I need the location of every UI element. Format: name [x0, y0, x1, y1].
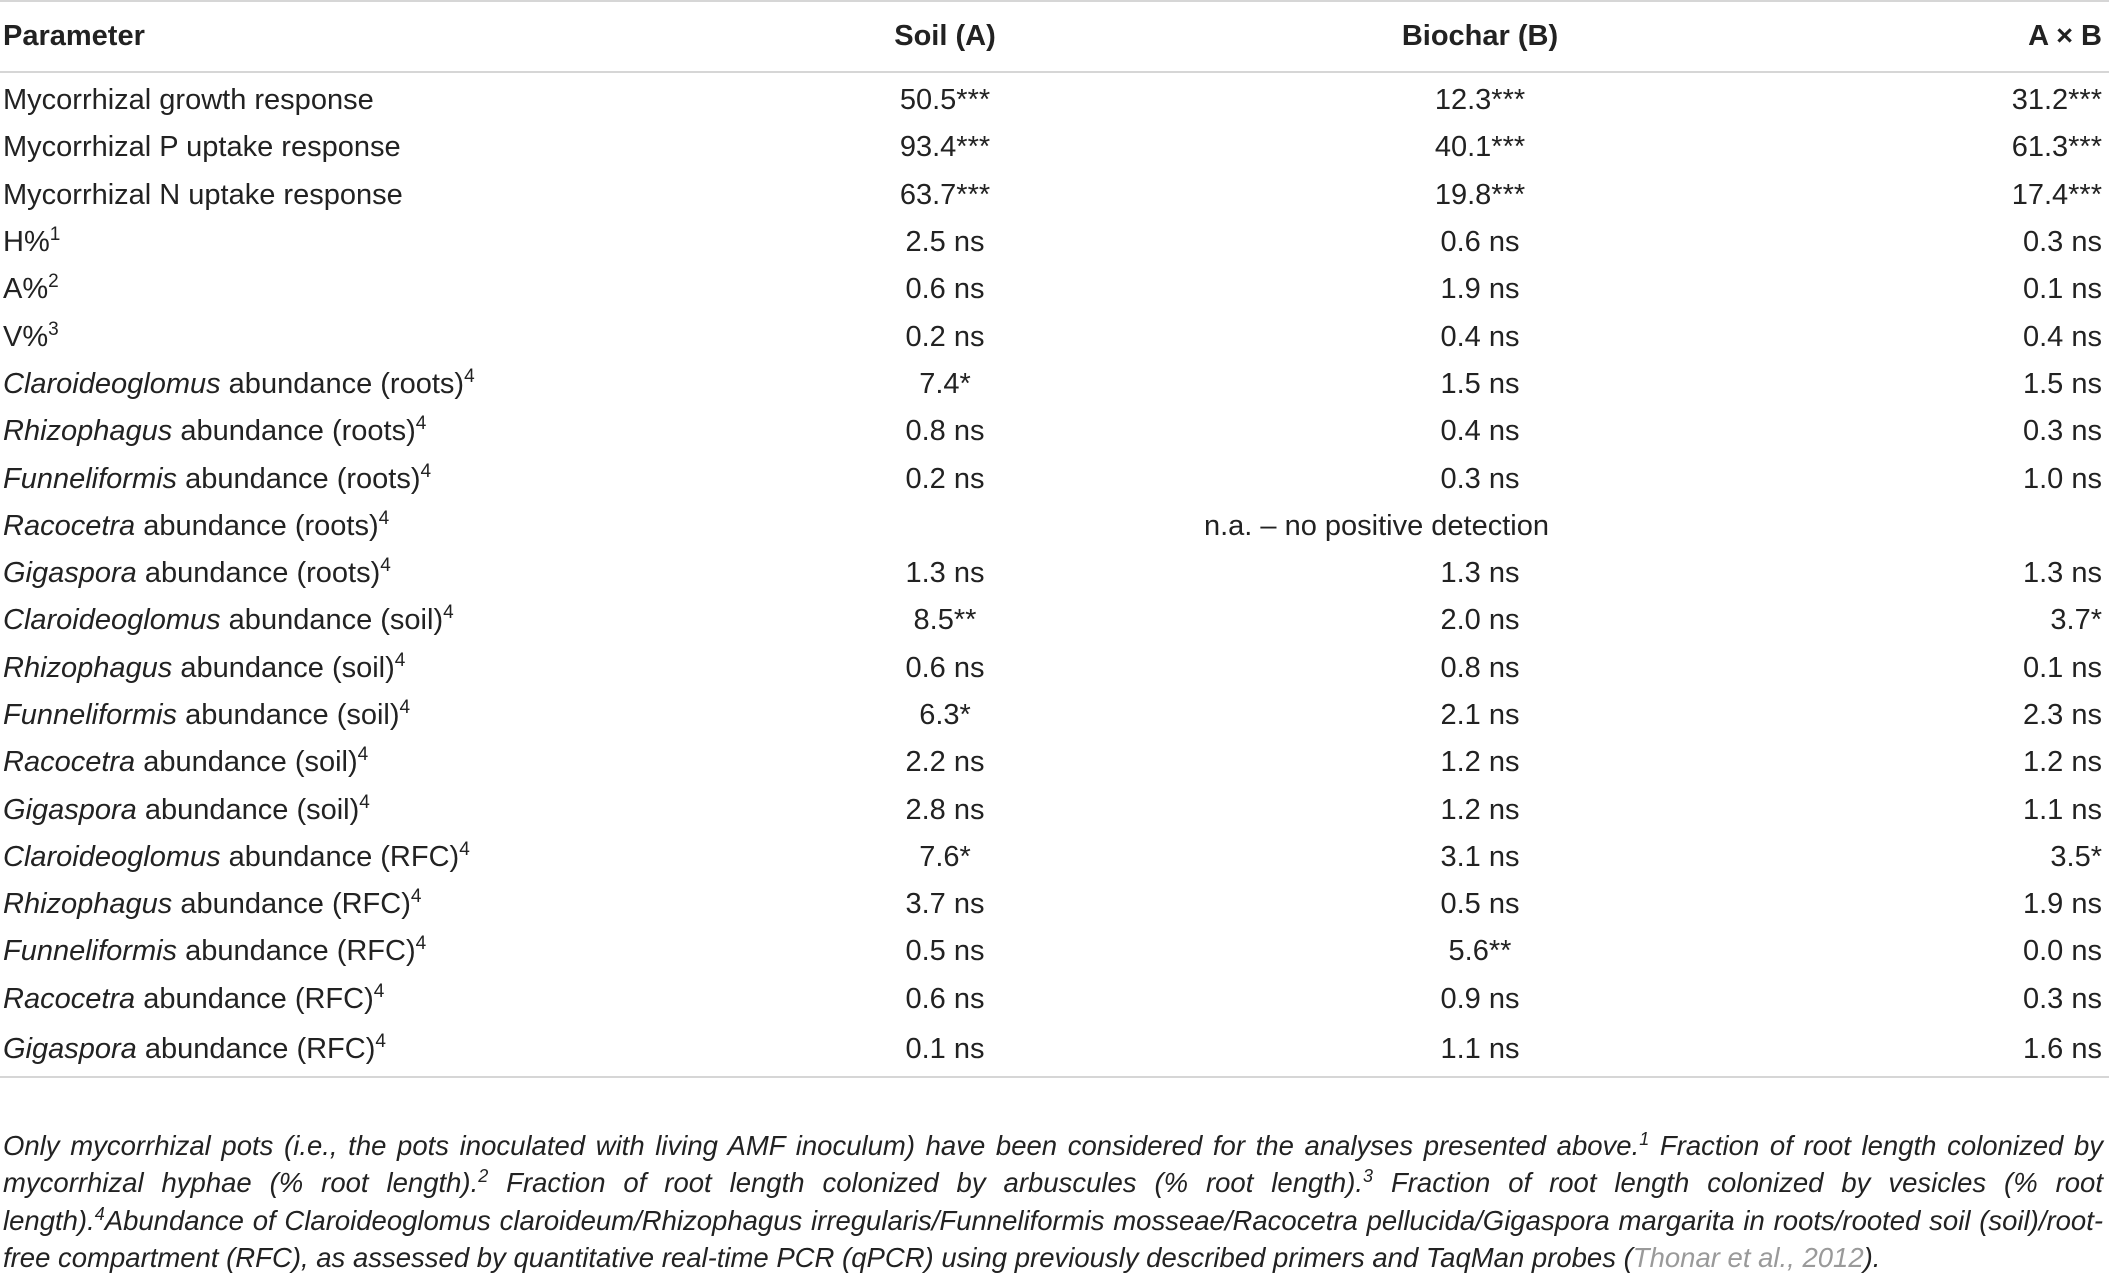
- table-row: [0, 219, 2109, 266]
- soil-value-cell: 0.6 ns: [905, 273, 985, 306]
- parameter-label: Mycorrhizal P uptake response: [3, 131, 401, 164]
- table-row: [0, 124, 2109, 171]
- soil-value-cell: 6.3*: [919, 699, 971, 731]
- footnote-text: Abundance of Claroideoglomus claroideum/Rhizophagus irregularis/Funneliformis mosseae/Racocetra pellucida/Gigaspora margarita in roots/rooted soil (soil)/root-free compartment (RFC), as assessed by quantitative real-time PCR (qPCR) using previously described primers and TaqMan probes (: [3, 1204, 2103, 1273]
- biochar-value-cell: 0.8 ns: [1440, 651, 1520, 684]
- taxon-name: Racocetra: [3, 746, 136, 779]
- footnote-marker: 4: [410, 886, 422, 908]
- table-row: [0, 597, 2109, 644]
- footnote-text: Fraction of root length colonized by mycorrhizal hyphae (% root length).: [3, 1129, 2103, 1198]
- header-soil: Soil (A): [760, 1, 1130, 72]
- soil-value-cell: 7.6*: [919, 840, 971, 873]
- table-row: [0, 881, 2109, 928]
- parameter-label: abundance (soil): [220, 604, 444, 637]
- taxon-name: Gigaspora: [3, 793, 137, 826]
- soil-value-cell: 0.6 ns: [905, 982, 985, 1015]
- interaction-value-cell: 17.4***: [2011, 178, 2102, 211]
- table-row: [0, 834, 2109, 881]
- parameter-label: abundance (roots): [177, 462, 421, 495]
- parameter-label: Mycorrhizal N uptake response: [3, 178, 403, 211]
- parameter-label: V%: [3, 320, 49, 353]
- interaction-value-cell: 0.0 ns: [2023, 935, 2102, 968]
- parameter-cell: [0, 172, 760, 219]
- soil-value-cell: 0.2 ns: [905, 462, 985, 495]
- biochar-value-cell: 2.0 ns: [1440, 604, 1520, 637]
- taxon-name: Racocetra: [3, 982, 136, 1015]
- parameter-cell: [0, 455, 760, 502]
- footnote-marker: 4: [443, 602, 454, 624]
- parameter-label: abundance (roots): [172, 415, 416, 448]
- biochar-value-cell: 0.9 ns: [1440, 982, 1520, 1015]
- soil-value-cell: 63.7***: [899, 178, 991, 211]
- biochar-value-cell: 0.4 ns: [1440, 415, 1520, 448]
- footnote-marker: 4: [399, 697, 411, 718]
- merged-value-cell: n.a. – no positive detection: [1203, 509, 1549, 542]
- parameter-label: abundance (soil): [135, 746, 358, 779]
- taxon-name: Rhizophagus: [3, 651, 173, 684]
- interaction-value-cell: 3.7*: [2050, 604, 2102, 637]
- header-parameter: Parameter: [0, 1, 760, 72]
- parameter-cell: [0, 881, 760, 928]
- parameter-cell: [0, 928, 760, 975]
- footnote-marker: 4: [94, 1203, 105, 1224]
- table-row: [0, 976, 2109, 1023]
- biochar-value-cell: 1.5 ns: [1440, 367, 1520, 400]
- biochar-value-cell: 0.3 ns: [1440, 462, 1520, 495]
- table-header-row: [0, 1, 2109, 72]
- biochar-value-cell: 1.3 ns: [1440, 557, 1520, 590]
- interaction-value-cell: 0.3 ns: [2023, 982, 2102, 1015]
- interaction-value-cell: 1.6 ns: [1830, 1023, 2109, 1077]
- table-row: [0, 313, 2109, 360]
- parameter-label: H%: [3, 226, 50, 259]
- parameter-cell: [0, 313, 760, 360]
- footnote-marker: 4: [394, 649, 406, 671]
- table-row: [0, 408, 2109, 455]
- soil-value-cell: 2.5 ns: [905, 226, 985, 259]
- parameter-cell: [0, 645, 760, 692]
- taxon-name: Claroideoglomus: [3, 840, 221, 873]
- table-row: [0, 786, 2109, 833]
- footnote-text: Only mycorrhizal pots (i.e., the pots inoculated with living AMF inoculum) have been considered for the analyses presented above.: [3, 1129, 1640, 1161]
- parameter-cell: [0, 361, 760, 408]
- footnote-marker: 4: [464, 365, 475, 387]
- parameter-label: A%: [3, 273, 49, 306]
- interaction-value-cell: 1.5 ns: [2023, 367, 2102, 400]
- footnote-marker: 1: [49, 224, 61, 246]
- parameter-cell: [0, 72, 760, 124]
- parameter-label: abundance (RFC): [136, 1032, 376, 1065]
- interaction-value-cell: 3.5*: [2050, 840, 2102, 873]
- biochar-value-cell: 0.5 ns: [1440, 888, 1520, 921]
- footnote-marker: 4: [459, 838, 470, 860]
- soil-value-cell: 3.7 ns: [905, 888, 985, 921]
- parameter-label: abundance (RFC): [172, 888, 411, 921]
- table-row: [0, 928, 2109, 975]
- biochar-value-cell: 1.2 ns: [1440, 793, 1520, 826]
- footnote-text: Fraction of root length colonized by vesicles (% root length).: [3, 1167, 2103, 1236]
- header-biochar: Biochar (B): [1130, 1, 1830, 72]
- footnote-marker: 4: [378, 507, 390, 529]
- parameter-label: abundance (RFC): [220, 840, 460, 873]
- taxon-name: Racocetra: [3, 509, 136, 542]
- footnote-marker: 4: [415, 933, 427, 955]
- parameter-cell: [0, 124, 760, 171]
- parameter-label: abundance (roots): [136, 557, 381, 590]
- table-footnote: [3, 1127, 2103, 1277]
- soil-value-cell: 0.5 ns: [905, 935, 985, 968]
- footnote-marker: 4: [415, 413, 427, 435]
- parameter-cell: [0, 266, 760, 313]
- taxon-name: Claroideoglomus: [3, 367, 221, 400]
- parameter-label: abundance (roots): [220, 367, 465, 400]
- interaction-value-cell: 1.9 ns: [2023, 888, 2102, 921]
- interaction-value-cell: 2.3 ns: [2023, 699, 2102, 731]
- parameter-label: abundance (soil): [136, 793, 360, 826]
- footnote-marker: 4: [375, 1030, 386, 1052]
- soil-value-cell: 2.2 ns: [905, 746, 985, 779]
- interaction-value-cell: 1.1 ns: [2023, 793, 2102, 826]
- table-row: [0, 361, 2109, 408]
- table-row: [0, 72, 2109, 124]
- soil-value-cell: 93.4***: [899, 131, 991, 164]
- soil-value-cell: 0.2 ns: [905, 320, 985, 353]
- taxon-name: Funneliformis: [3, 462, 178, 495]
- footnote-marker: 3: [1363, 1166, 1374, 1186]
- parameter-cell: [0, 550, 760, 597]
- header-interaction: A × B: [1830, 1, 2109, 72]
- footnote-marker: 2: [478, 1166, 489, 1186]
- taxon-name: Gigaspora: [3, 1032, 137, 1065]
- taxon-name: Rhizophagus: [3, 415, 173, 448]
- parameter-cell: [0, 503, 760, 550]
- biochar-value-cell: 1.9 ns: [1440, 273, 1520, 306]
- footnote-marker: 4: [357, 744, 369, 766]
- parameter-cell: [0, 976, 760, 1023]
- taxon-name: Rhizophagus: [3, 888, 173, 921]
- footnote-marker: 3: [48, 318, 59, 340]
- footnote-marker: 1: [1639, 1128, 1650, 1149]
- footnote-marker: 2: [48, 271, 59, 293]
- soil-value-cell: 7.4*: [919, 367, 971, 400]
- taxon-name: Funneliformis: [3, 935, 178, 968]
- soil-value-cell: 0.1 ns: [760, 1023, 1130, 1077]
- citation-link[interactable]: Thonar et al., 2012: [1632, 1242, 1864, 1273]
- parameter-label: abundance (soil): [172, 651, 395, 684]
- interaction-value-cell: 0.3 ns: [2023, 415, 2102, 448]
- biochar-value-cell: 5.6**: [1448, 935, 1512, 968]
- parameter-cell: [0, 786, 760, 833]
- table-row: [0, 503, 2109, 550]
- biochar-value-cell: 3.1 ns: [1440, 840, 1520, 873]
- table-row: [0, 172, 2109, 219]
- biochar-value-cell: 12.3***: [1434, 84, 1526, 117]
- interaction-value-cell: 61.3***: [2011, 131, 2102, 164]
- interaction-value-cell: 0.4 ns: [2023, 320, 2102, 353]
- taxon-name: Funneliformis: [3, 699, 178, 731]
- biochar-value-cell: 2.1 ns: [1440, 699, 1520, 731]
- soil-value-cell: 2.8 ns: [905, 793, 985, 826]
- parameter-cell: [0, 1023, 760, 1077]
- table-row: [0, 266, 2109, 313]
- footnote-text: ).: [1863, 1242, 1881, 1273]
- parameter-cell: [0, 597, 760, 644]
- parameter-label: Mycorrhizal growth response: [3, 84, 374, 117]
- biochar-value-cell: 19.8***: [1434, 178, 1526, 211]
- footnote-marker: 4: [359, 791, 370, 813]
- table-row: [0, 739, 2109, 786]
- interaction-value-cell: 1.3 ns: [2023, 557, 2102, 590]
- soil-value-cell: 1.3 ns: [905, 557, 985, 590]
- table-row: [0, 1023, 2109, 1077]
- parameter-cell: [0, 692, 760, 739]
- parameter-cell: [0, 408, 760, 455]
- biochar-value-cell: 1.1 ns: [1130, 1023, 1830, 1077]
- taxon-name: Gigaspora: [3, 557, 137, 590]
- soil-value-cell: 0.6 ns: [905, 651, 985, 684]
- soil-value-cell: 8.5**: [913, 604, 977, 637]
- biochar-value-cell: 0.6 ns: [1440, 226, 1520, 259]
- interaction-value-cell: 1.0 ns: [2023, 462, 2102, 495]
- table-body: [0, 72, 2109, 1077]
- interaction-value-cell: 1.2 ns: [2023, 746, 2102, 779]
- parameter-label: abundance (soil): [177, 699, 400, 731]
- interaction-value-cell: 31.2***: [2011, 84, 2102, 117]
- parameter-label: abundance (RFC): [177, 935, 416, 968]
- footnote-text: Fraction of root length colonized by arbuscules (% root length).: [488, 1167, 1364, 1198]
- parameter-label: abundance (roots): [135, 509, 379, 542]
- biochar-value-cell: 1.2 ns: [1440, 746, 1520, 779]
- interaction-value-cell: 0.3 ns: [2023, 226, 2102, 259]
- table-row: [0, 550, 2109, 597]
- table-row: [0, 692, 2109, 739]
- interaction-value-cell: 0.1 ns: [2023, 273, 2102, 306]
- table-row: [0, 645, 2109, 692]
- footnote-marker: 4: [380, 555, 391, 577]
- parameter-label: abundance (RFC): [135, 982, 374, 1015]
- footnote-marker: 4: [420, 460, 432, 482]
- biochar-value-cell: 0.4 ns: [1440, 320, 1520, 353]
- soil-value-cell: 50.5***: [899, 84, 991, 117]
- interaction-value-cell: 0.1 ns: [2023, 651, 2102, 684]
- soil-value-cell: 0.8 ns: [905, 415, 985, 448]
- biochar-value-cell: 40.1***: [1434, 131, 1526, 164]
- parameter-cell: [0, 739, 760, 786]
- footnote-marker: 4: [373, 980, 385, 1002]
- taxon-name: Claroideoglomus: [3, 604, 221, 637]
- parameter-cell: [0, 219, 760, 266]
- parameter-cell: [0, 834, 760, 881]
- table-row: [0, 455, 2109, 502]
